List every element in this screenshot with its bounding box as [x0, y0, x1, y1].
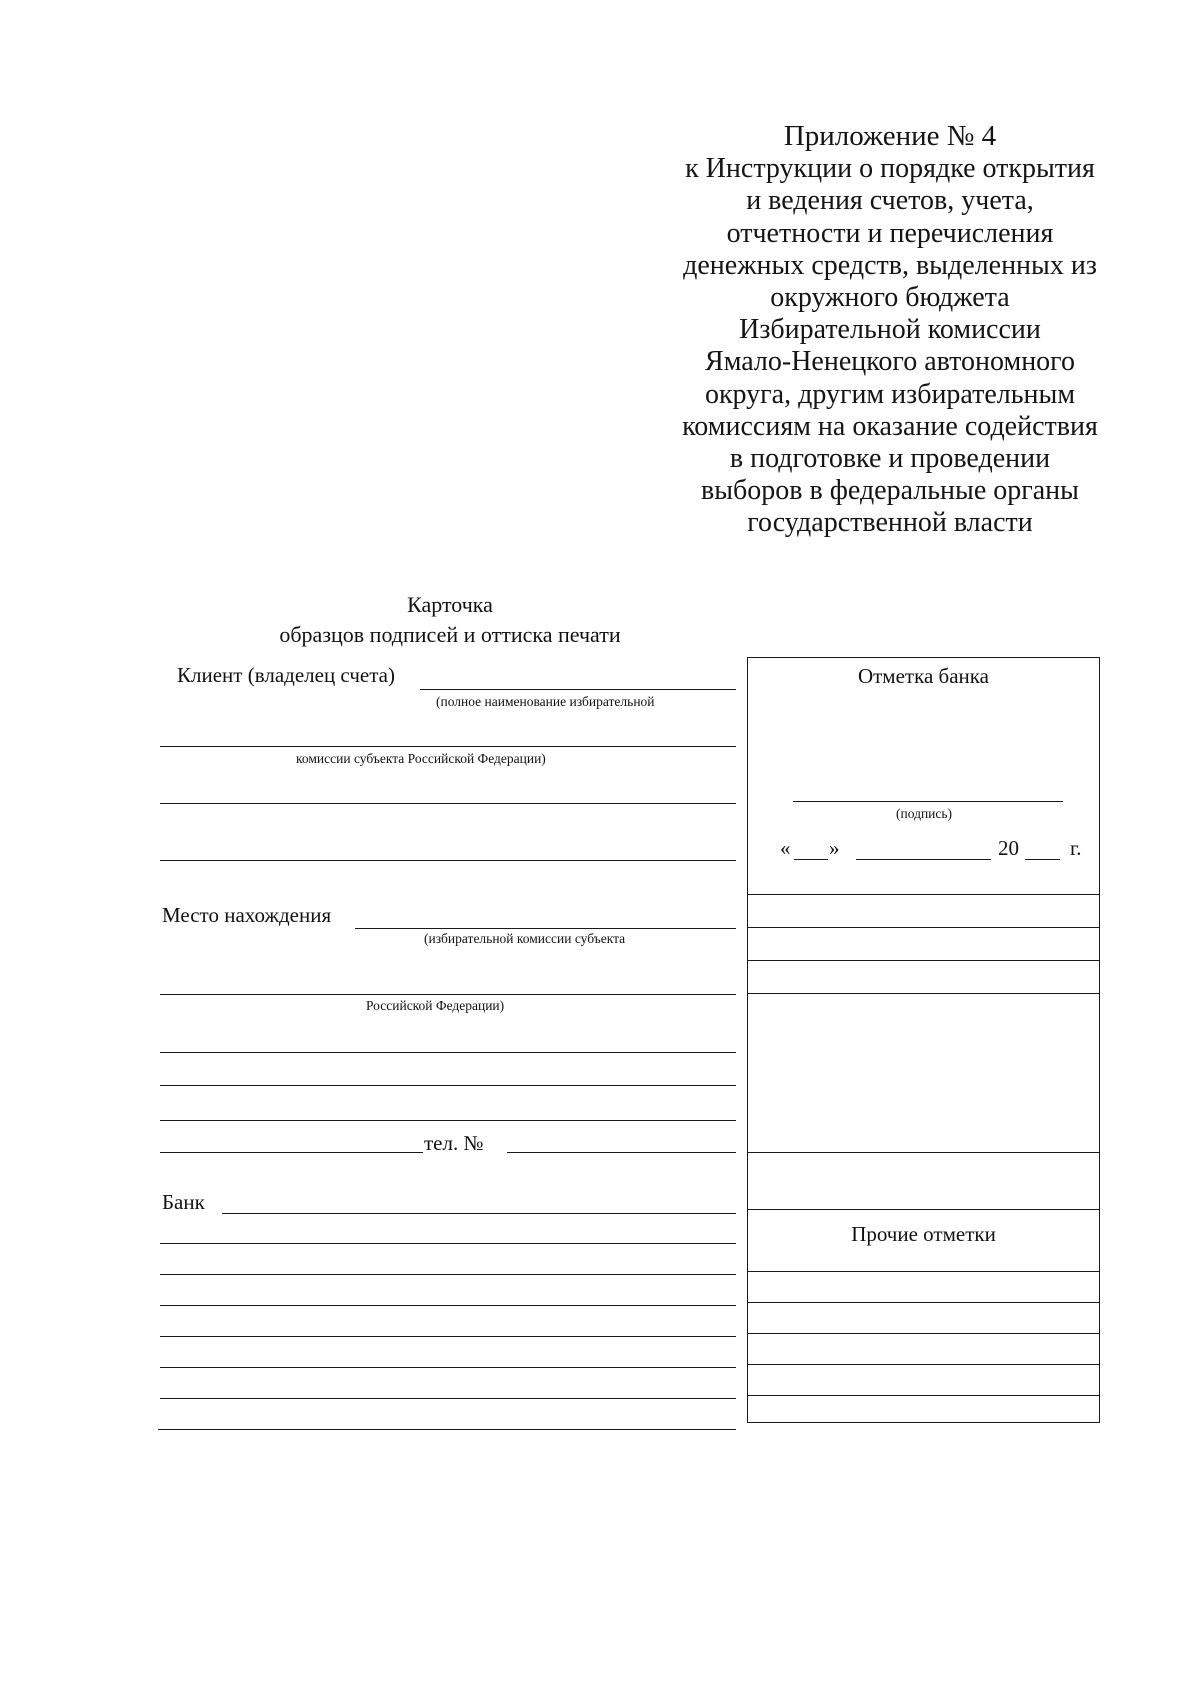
- location-field-line-2[interactable]: [160, 994, 736, 995]
- card-title: [200, 590, 700, 650]
- location-field[interactable]: [355, 928, 736, 929]
- appendix-line: в подготовке и проведении: [729, 443, 1051, 475]
- bank-extra-line[interactable]: [158, 1429, 736, 1430]
- card-title-sub: образцов подписей и оттиска печати: [279, 622, 621, 647]
- appendix-line: государственной власти: [747, 507, 1033, 539]
- date-open-quote: «: [780, 836, 791, 860]
- other-marks-title: Прочие отметки: [851, 1222, 996, 1246]
- date-year-suffix: г.: [1070, 836, 1082, 860]
- phone-label: тел. №: [424, 1131, 484, 1155]
- bank-extra-line[interactable]: [160, 1367, 736, 1368]
- appendix-line: комиссиям на оказание содействия: [682, 410, 1098, 442]
- other-marks-line: [748, 1364, 1099, 1365]
- location-extra-field[interactable]: [160, 1152, 423, 1153]
- bank-box-row-line: [748, 1209, 1099, 1210]
- bank-mark-box: [747, 657, 1100, 1423]
- appendix-line: Избирательной комиссии: [739, 314, 1041, 346]
- bank-extra-line[interactable]: [160, 1243, 736, 1244]
- bank-extra-line[interactable]: [160, 1305, 736, 1306]
- appendix-line: денежных средств, выделенных из: [683, 249, 1097, 281]
- bank-extra-line[interactable]: [160, 1336, 736, 1337]
- bank-box-row-line: [748, 1152, 1099, 1153]
- location-extra-line-3[interactable]: [160, 1120, 736, 1121]
- other-marks-line: [748, 1333, 1099, 1334]
- location-extra-line-2[interactable]: [160, 1085, 736, 1086]
- appendix-line: Ямало-Ненецкого автономного: [705, 346, 1075, 378]
- phone-field[interactable]: [507, 1152, 736, 1153]
- bank-label: Банк: [162, 1190, 205, 1214]
- date-month-field[interactable]: [856, 859, 991, 860]
- appendix-line: окружного бюджета: [770, 282, 1010, 314]
- client-extra-line-1[interactable]: [160, 803, 736, 804]
- client-name-field-line-2[interactable]: [160, 746, 736, 747]
- client-name-field[interactable]: [420, 689, 736, 690]
- location-label: Место нахождения: [162, 903, 332, 927]
- bank-box-row-line: [748, 993, 1099, 994]
- location-extra-line-1[interactable]: [160, 1052, 736, 1053]
- other-marks-line: [748, 1395, 1099, 1396]
- appendix-title: Приложение № 4: [783, 120, 997, 152]
- bank-box-row-line: [748, 894, 1099, 895]
- location-hint-2: Российской Федерации): [366, 998, 505, 1013]
- bank-signature-hint: (подпись): [896, 806, 953, 821]
- bank-extra-line[interactable]: [160, 1274, 736, 1275]
- bank-field[interactable]: [222, 1213, 736, 1214]
- other-marks-line: [748, 1271, 1099, 1272]
- client-extra-line-2[interactable]: [160, 860, 736, 861]
- date-day-field[interactable]: [794, 859, 828, 860]
- client-label: Клиент (владелец счета): [177, 663, 395, 687]
- client-hint-1: (полное наименование избирательной: [436, 694, 655, 709]
- appendix-line: отчетности и перечисления: [726, 217, 1054, 249]
- bank-box-row-line: [748, 927, 1099, 928]
- other-marks-line: [748, 1302, 1099, 1303]
- appendix-line: и ведения счетов, учета,: [746, 185, 1034, 217]
- date-year-field[interactable]: [1025, 859, 1060, 860]
- date-close-quote: »: [829, 836, 840, 860]
- date-year-prefix: 20: [998, 836, 1019, 860]
- card-title-main: Карточка: [407, 592, 493, 617]
- bank-box-row-line: [748, 960, 1099, 961]
- appendix-line: округа, другим избирательным: [704, 378, 1076, 410]
- bank-extra-line[interactable]: [160, 1398, 736, 1399]
- client-hint-2: комиссии субъекта Российской Федерации): [296, 751, 546, 766]
- location-hint-1: (избирательной комиссии субъекта: [424, 931, 626, 946]
- bank-signature-field[interactable]: [793, 801, 1063, 802]
- appendix-line: выборов в федеральные органы: [701, 475, 1079, 507]
- appendix-line: к Инструкции о порядке открытия: [685, 153, 1095, 185]
- bank-mark-title: Отметка банка: [857, 664, 990, 688]
- appendix-header: [655, 120, 1125, 540]
